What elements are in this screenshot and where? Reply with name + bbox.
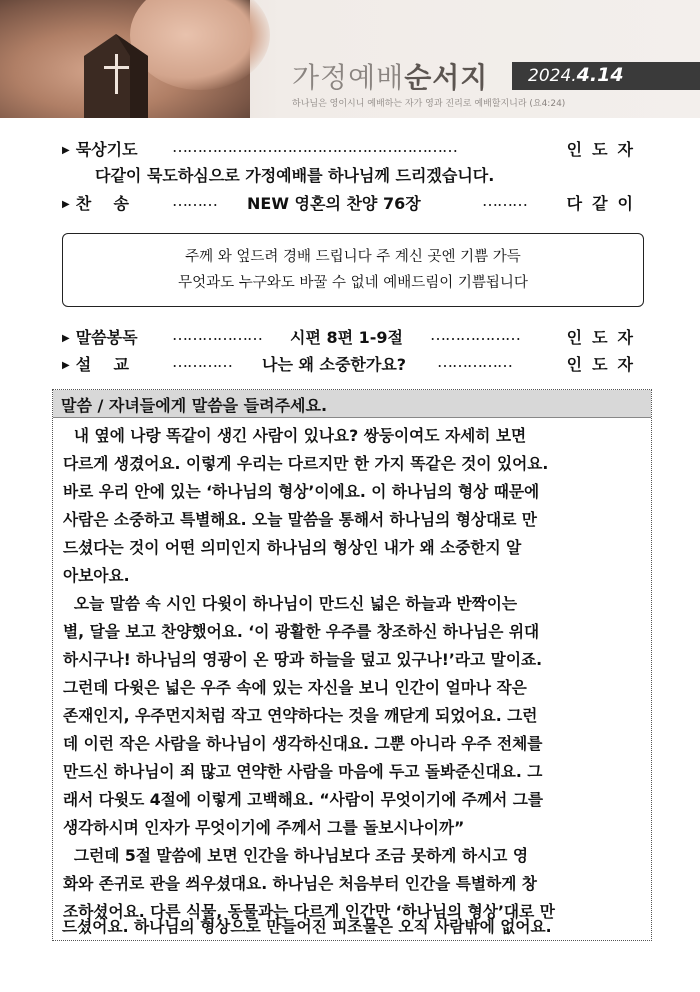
sermon-title: 나는 왜 소중한가요? <box>262 355 407 374</box>
order-item-sermon: ▶ 설 교 <box>62 355 129 374</box>
header-banner <box>0 0 700 118</box>
message-line: 하시구나! 하나님의 영광이 온 땅과 하늘을 덮고 있구나!’라고 말이죠. <box>63 650 543 669</box>
order-dots: ………… <box>172 352 232 371</box>
order-dots: ……… <box>172 191 217 210</box>
service-date: 2024.4.14 <box>528 64 624 86</box>
triangle-bullet-icon: ▶ <box>62 199 70 210</box>
order-dots: ……………… <box>172 325 262 344</box>
order-leader: 인도자 <box>566 328 643 347</box>
message-line: 그런데 다윗은 넓은 우주 속에 있는 자신을 보니 인간이 얼마나 작은 <box>63 678 527 697</box>
message-line: 화와 존귀로 관을 씌우셨대요. 하나님은 처음부터 인간을 특별하게 창 <box>63 874 537 893</box>
hymn-number: NEW 영혼의 찬양 76장 <box>247 194 421 213</box>
message-line: 내 옆에 나랑 똑같이 생긴 사람이 있나요? 쌍둥이여도 자세히 보면 <box>63 426 527 445</box>
message-box <box>52 389 652 941</box>
order-item-prayer: ▶ 묵상기도 <box>62 140 138 159</box>
message-line: 데 이런 작은 사람을 하나님이 생각하신대요. 그뿐 아니라 우주 전체를 <box>63 734 543 753</box>
message-line: 만드신 하나님이 죄 많고 연약한 사람을 마음에 두고 돌봐준신대요. 그 <box>63 762 543 781</box>
order-dots: ………………………………………………… <box>172 137 457 156</box>
triangle-bullet-icon: ▶ <box>62 360 70 371</box>
hymn-line: 무엇과도 누구와도 바꿀 수 없네 예배드림이 기쁨됩니다 <box>178 275 528 291</box>
order-leader: 인도자 <box>566 140 643 159</box>
order-leader: 인도자 <box>566 355 643 374</box>
header-verse: 하나님은 영이시니 예배하는 자가 영과 진리로 예배할지니라 (요4:24) <box>292 99 566 109</box>
order-dots: ……………… <box>430 325 520 344</box>
hymn-line: 주께 와 엎드려 경배 드립니다 주 계신 곳엔 기쁨 가득 <box>185 249 521 265</box>
message-line: 드셨다는 것이 어떤 의미인지 하나님의 형상인 내가 왜 소중한지 알 <box>63 538 522 557</box>
triangle-bullet-icon: ▶ <box>62 333 70 344</box>
message-line: 그런데 5절 말씀에 보면 인간을 하나님보다 조금 못하게 하시고 영 <box>63 846 528 865</box>
message-line: 조하셨어요. 다른 식물, 동물과는 다르게 인간만 ‘하나님의 형상’대로 만 <box>63 902 555 921</box>
message-line: 존재인지, 우주먼지처럼 작고 연약하다는 것을 깨닫게 되었어요. 그런 <box>63 706 538 725</box>
page-title: 가정예배순서지 <box>292 61 489 94</box>
message-heading: 말씀 / 자녀들에게 말씀을 들려주세요. <box>53 390 651 418</box>
message-line: 오늘 말씀 속 시인 다윗이 하나님이 만드신 넓은 하늘과 반짝이는 <box>63 594 518 613</box>
prayer-line: 다같이 묵도하심으로 가정예배를 하나님께 드리겠습니다. <box>95 166 495 185</box>
message-line: 사람은 소중하고 특별해요. 오늘 말씀을 통해서 하나님의 형상대로 만 <box>63 510 537 529</box>
hymn-lyrics-box <box>62 233 644 307</box>
triangle-bullet-icon: ▶ <box>62 145 70 156</box>
message-line: 래서 다윗도 4절에 이렇게 고백해요. “사람이 무엇이기에 주께서 그를 <box>63 790 544 809</box>
message-line: 다르게 생겼어요. 이렇게 우리는 다르지만 한 가지 똑같은 것이 있어요. <box>63 454 549 473</box>
scripture-reference: 시편 8편 1-9절 <box>290 328 404 347</box>
order-dots: …………… <box>437 352 512 371</box>
message-line: 바로 우리 안에 있는 ‘하나님의 형상’이에요. 이 하나님의 형상 때문에 <box>63 482 540 501</box>
order-dots: ……… <box>482 191 527 210</box>
order-leader: 다같이 <box>566 194 643 213</box>
message-line: 드셨어요. 하나님의 형상으로 만들어진 피조물은 오직 사람밖에 없어요. <box>62 917 552 936</box>
message-line: 별, 달을 보고 찬양했어요. ‘이 광활한 우주를 창조하신 하나님은 위대 <box>63 622 540 641</box>
order-item-reading: ▶ 말씀봉독 <box>62 328 138 347</box>
message-line: 아보아요. <box>63 566 130 585</box>
order-item-hymn: ▶ 찬 송 <box>62 194 129 213</box>
message-line: 생각하시며 인자가 무엇이기에 주께서 그를 돌보시나이까” <box>63 818 465 837</box>
